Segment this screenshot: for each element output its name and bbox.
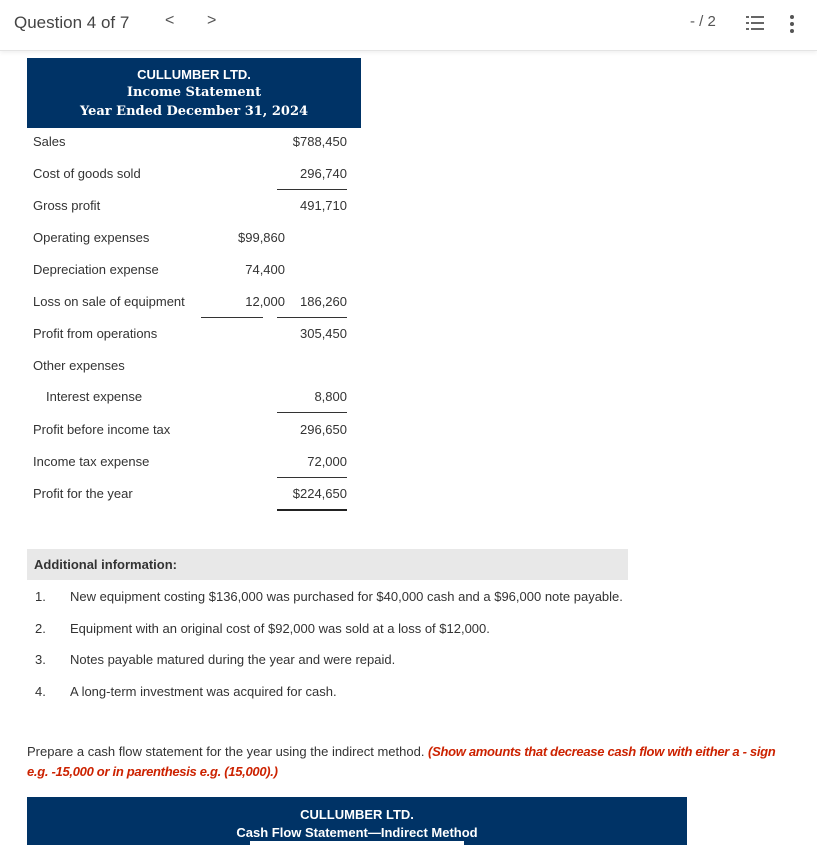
prev-question-button[interactable]: <	[165, 12, 175, 29]
row-label: Cost of goods sold	[33, 166, 141, 181]
question-label: Question 4 of 7	[14, 13, 130, 32]
cash-flow-company: CULLUMBER LTD.	[300, 807, 414, 822]
underline	[277, 412, 347, 413]
row-label: Profit for the year	[33, 486, 133, 501]
row-label: Sales	[33, 134, 66, 149]
cash-flow-header	[27, 797, 687, 845]
row-label: Profit before income tax	[33, 422, 171, 437]
row-value: 72,000	[307, 454, 347, 469]
row-profit-before-tax	[27, 420, 362, 442]
row-value: 296,650	[300, 422, 347, 437]
row-label: Loss on sale of equipment	[33, 294, 185, 309]
company-name: CULLUMBER LTD.	[137, 67, 251, 82]
row-value: 8,800	[314, 389, 347, 404]
row-label: Income tax expense	[33, 454, 150, 469]
row-cogs	[27, 164, 362, 186]
underline	[201, 317, 263, 318]
info-text: Equipment with an original cost of $92,000 was sold at a loss of $12,000.	[70, 621, 490, 636]
info-text: Notes payable matured during the year and were repaid.	[70, 652, 396, 667]
row-profit-for-year	[27, 484, 362, 506]
cash-flow-title: Cash Flow Statement—Indirect Method	[236, 825, 478, 840]
info-text: New equipment costing $136,000 was purchased for $40,000 cash and a $96,000 note payable.	[70, 589, 623, 604]
row-subvalue: 12,000	[245, 294, 285, 309]
row-value: $224,650	[292, 486, 347, 501]
additional-info-header	[27, 549, 628, 580]
row-gross-profit	[27, 196, 362, 218]
question-list-icon[interactable]	[745, 13, 765, 33]
question-prompt	[27, 742, 797, 782]
statement-title: Income Statement	[126, 85, 262, 100]
prompt-hint: (Show amounts that decrease cash flow with either a - sign e.g. -15,000 or in parenthesis e.g. (15,000).)	[27, 744, 776, 779]
row-operating-expenses	[27, 228, 362, 250]
row-value: $788,450	[292, 134, 347, 149]
row-label: Gross profit	[33, 198, 101, 213]
row-interest-expense	[27, 387, 362, 409]
row-label: Interest expense	[46, 389, 143, 404]
more-options-icon[interactable]	[788, 14, 796, 34]
row-label: Depreciation expense	[33, 262, 159, 277]
info-text: A long-term investment was acquired for cash.	[70, 684, 337, 699]
row-value: 491,710	[300, 198, 347, 213]
statement-period: Year Ended December 31, 2024	[79, 104, 309, 119]
row-value: 305,450	[300, 326, 347, 341]
income-statement-header	[27, 58, 361, 128]
next-question-button[interactable]: >	[207, 12, 217, 29]
row-subvalue: 74,400	[245, 262, 285, 277]
info-number: 3.	[35, 652, 46, 667]
row-profit-from-operations	[27, 324, 362, 346]
top-bar	[0, 0, 817, 51]
additional-info-heading: Additional information:	[34, 557, 177, 572]
score-display: - / 2	[690, 13, 716, 30]
info-number: 1.	[35, 589, 46, 604]
row-income-tax	[27, 452, 362, 474]
row-label: Operating expenses	[33, 230, 150, 245]
row-subvalue: $99,860	[238, 230, 285, 245]
underline	[277, 189, 347, 190]
row-value: 296,740	[300, 166, 347, 181]
row-loss-on-sale	[27, 292, 362, 314]
row-other-expenses	[27, 356, 362, 378]
row-depreciation	[27, 260, 362, 282]
underline	[277, 317, 347, 318]
double-underline	[277, 509, 347, 511]
underline	[277, 477, 347, 478]
row-label: Profit from operations	[33, 326, 158, 341]
prompt-text: Prepare a cash flow statement for the year using the indirect method.	[27, 744, 429, 759]
cash-flow-period-input[interactable]	[250, 841, 464, 845]
info-number: 4.	[35, 684, 46, 699]
info-number: 2.	[35, 621, 46, 636]
row-label: Other expenses	[33, 358, 125, 373]
row-sales	[27, 132, 362, 154]
row-value: 186,260	[300, 294, 347, 309]
